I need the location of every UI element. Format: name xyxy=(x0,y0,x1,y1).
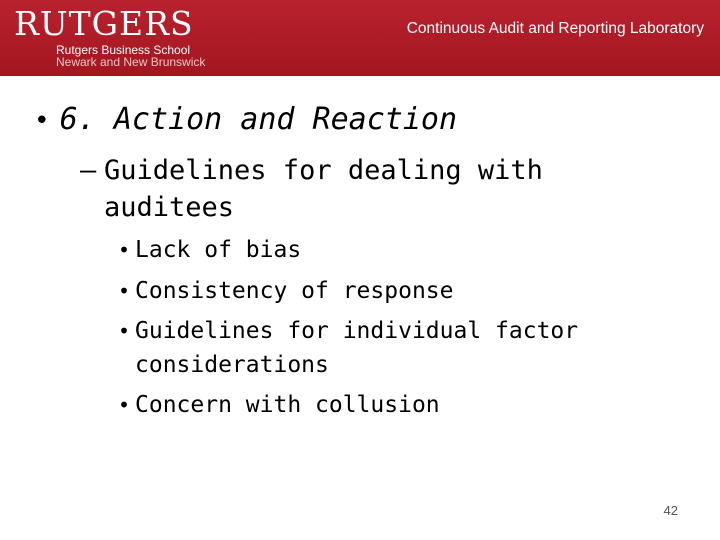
list-item xyxy=(118,233,698,267)
slide-heading xyxy=(34,100,457,141)
heading-text: 6. Action and Reaction xyxy=(59,102,458,137)
bullet-icon: • xyxy=(34,106,50,136)
bullet-icon: • xyxy=(118,319,131,343)
list-item xyxy=(118,274,698,308)
slide-header xyxy=(0,0,720,76)
bullet-icon: • xyxy=(118,238,131,262)
bullet-icon: • xyxy=(118,393,131,417)
school-name: Rutgers Business School xyxy=(56,43,191,57)
list-item xyxy=(118,388,698,422)
logo-wordmark: RUTGERS xyxy=(14,4,194,43)
list-item-text: Concern with collusion xyxy=(135,392,440,418)
lab-title: Continuous Audit and Reporting Laboratory xyxy=(406,20,704,37)
page-number: 42 xyxy=(663,503,678,518)
subheading-text: Guidelines for dealing with auditees xyxy=(104,155,543,223)
list-item-text: Lack of bias xyxy=(135,237,302,263)
bullet-icon: • xyxy=(118,279,131,303)
list-item-text: Consistency of response xyxy=(135,278,454,304)
list-item xyxy=(118,314,698,382)
rutgers-logo xyxy=(14,4,205,68)
campus-name: Newark and New Brunswick xyxy=(56,55,206,69)
list-item-text: Guidelines for individual factor considerations xyxy=(135,318,579,378)
subheading xyxy=(82,152,682,226)
dash-icon: – xyxy=(80,155,97,186)
